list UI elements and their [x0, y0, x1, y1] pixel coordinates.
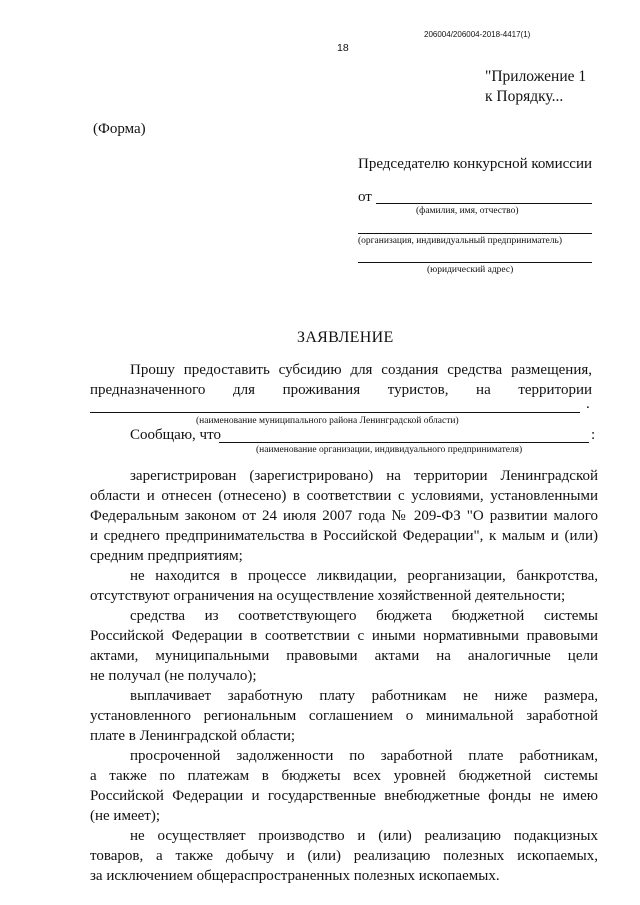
text-line: плате в Ленинградской области;	[90, 728, 296, 744]
organization-name-hint: (наименование организации, индивидуального предпринимателя)	[256, 445, 523, 455]
text-line: (не имеет);	[90, 808, 160, 824]
text-line: и среднего предпринимательства в Российской Федерации", к малым и (или)	[90, 528, 598, 544]
text-line: Российской Федерации и государственные внебюджетные фонды не имею	[90, 788, 598, 804]
text-line: не получал (не получало);	[90, 668, 257, 684]
district-hint: (наименование муниципального района Ленинградской области)	[196, 416, 459, 426]
fio-line[interactable]	[376, 203, 592, 204]
address-line[interactable]	[358, 262, 592, 263]
text-line: установленного региональным соглашением о минимальной заработной	[90, 708, 598, 724]
from-label: от	[358, 189, 372, 205]
text-line: не находится в процессе ликвидации, реорганизации, банкротства,	[130, 568, 598, 584]
organization-name-line[interactable]	[219, 442, 589, 443]
organization-hint: (организация, индивидуальный предприниматель)	[358, 236, 562, 246]
request-line-1: Прошу предоставить субсидию для создания средства размещения,	[130, 362, 592, 378]
fio-hint: (фамилия, имя, отчество)	[416, 206, 519, 216]
form-label: (Форма)	[93, 121, 146, 137]
text-line: Федеральным законом от 24 июля 2007 года № 209-ФЗ "О развитии малого	[90, 508, 598, 524]
request-line-2: предназначенного для проживания туристов, на территории	[90, 382, 592, 398]
address-hint: (юридический адрес)	[427, 265, 514, 275]
document-title: ЗАЯВЛЕНИЕ	[297, 329, 394, 346]
text-line: просроченной задолженности по заработной плате работникам,	[130, 748, 598, 764]
text-line: актами, муниципальными правовыми актами на аналогичные цели	[90, 648, 598, 664]
district-line[interactable]	[90, 412, 580, 413]
text-line: Российской Федерации в соответствии с иными нормативными правовыми	[90, 628, 598, 644]
text-line: выплачивает заработную плату работникам не ниже размера,	[130, 688, 598, 704]
text-line: не осуществляет производство и (или) реализацию подакцизных	[130, 828, 598, 844]
request-period: .	[586, 396, 590, 412]
text-line: зарегистрирован (зарегистрировано) на территории Ленинградской	[130, 468, 598, 484]
text-line: а также по платежам в бюджеты всех уровней бюджетной системы	[90, 768, 598, 784]
appendix-line-2: к Порядку...	[485, 88, 564, 105]
paragraph-liquidation	[90, 566, 598, 606]
inform-colon: :	[591, 427, 596, 443]
paragraph-wages	[90, 686, 598, 746]
addressee-heading: Председателю конкурсной комиссии	[358, 156, 593, 172]
paragraph-registration	[90, 466, 598, 566]
organization-line[interactable]	[358, 233, 592, 234]
document-code: 206004/206004-2018-4417(1)	[424, 30, 531, 39]
paragraph-arrears	[90, 746, 598, 826]
paragraph-budget-funds	[90, 606, 598, 686]
text-line: области и отнесен (отнесено) в соответствии с условиями, установленными	[90, 488, 598, 504]
text-line: средним предприятиям;	[90, 548, 243, 564]
page-number: 18	[337, 42, 349, 54]
text-line: за исключением общераспространенных полезных ископаемых.	[90, 868, 500, 884]
text-line: средства из соответствующего бюджета бюджетной системы	[130, 608, 598, 624]
paragraph-excise	[90, 826, 598, 886]
text-line: отсутствуют ограничения на осуществление хозяйственной деятельности;	[90, 588, 566, 604]
inform-label: Сообщаю, что	[130, 427, 221, 443]
text-line: товаров, а также добычу и (или) реализацию полезных ископаемых,	[90, 848, 598, 864]
appendix-line-1: "Приложение 1	[485, 68, 587, 85]
